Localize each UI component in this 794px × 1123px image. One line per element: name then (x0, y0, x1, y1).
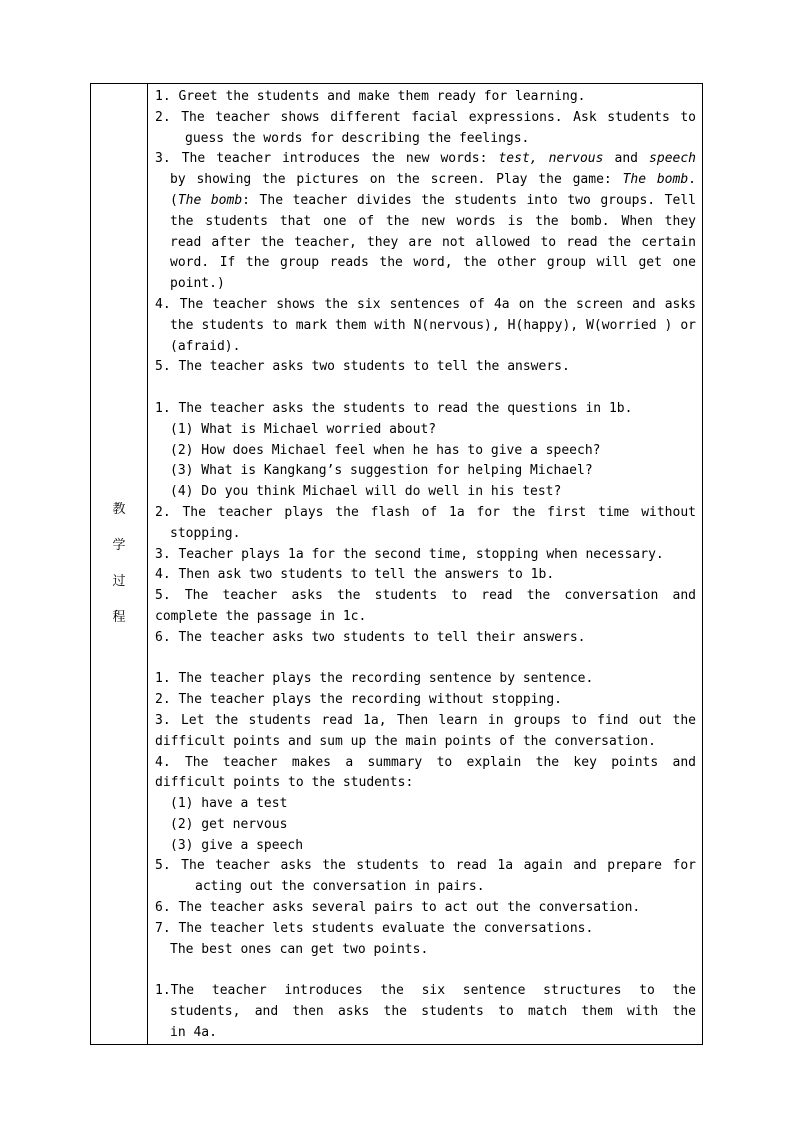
text-line: 3. The teacher introduces the new words: test, nervous and speech (155, 151, 696, 167)
text-line: (The bomb: The teacher divides the students into two groups. Tell (170, 192, 696, 208)
text-line: by showing the pictures on the screen. Play the game: The bomb. (170, 172, 696, 188)
text-line: (1) have a test (170, 796, 288, 812)
text-line: read after the teacher, they are not allowed to read the certain (170, 234, 696, 250)
teaching-process-label-cell (91, 84, 148, 1045)
text-line: (3) give a speech (170, 837, 304, 853)
text-line: 5. The teacher asks the students to read the conversation and (155, 588, 696, 604)
text-line: 4. The teacher shows the six sentences of 4a on the screen and asks (155, 296, 696, 312)
text-line: students, and then asks the students to match them with the (170, 1004, 696, 1020)
label-char-3: 过 (112, 574, 126, 590)
text-line: complete the passage in 1c. (155, 608, 367, 624)
text-line: The best ones can get two points. (170, 941, 429, 957)
text-line: (2) get nervous (170, 816, 288, 832)
label-char-1: 教 (112, 502, 126, 518)
text-line: 1. The teacher plays the recording sentence by sentence. (155, 671, 594, 687)
text-line: point.) (170, 276, 225, 292)
blank-line (155, 649, 696, 670)
text-line: guess the words for describing the feelings. (185, 130, 530, 146)
text-line: 6. The teacher asks two students to tell their answers. (155, 629, 586, 645)
text-line: acting out the conversation in pairs. (195, 879, 485, 895)
text-line: 4. Then ask two students to tell the answers to 1b. (155, 567, 555, 583)
text-line: (2) How does Michael feel when he has to give a speech? (170, 442, 601, 458)
text-line: 5. The teacher asks two students to tell the answers. (155, 359, 570, 375)
text-line: (4) Do you think Michael will do well in his test? (170, 484, 562, 500)
text-line: word. If the group reads the word, the other group will get one (170, 255, 696, 271)
text-line: 2. The teacher shows different facial expressions. Ask students to (155, 109, 696, 125)
text-line: 1. The teacher asks the students to read the questions in 1b. (155, 400, 633, 416)
teaching-process-row (91, 84, 703, 1045)
text-line: 1.The teacher introduces the six sentence structures to the (155, 983, 696, 999)
text-line: in 4a. (170, 1024, 217, 1040)
text-line: stopping. (170, 525, 241, 541)
blank-line (155, 378, 696, 399)
text-line: difficult points to the students: (155, 775, 414, 791)
text-line: the students that one of the new words is the bomb. When they (170, 213, 696, 229)
text-line: (afraid). (170, 338, 241, 354)
text-line: 5. The teacher asks the students to read 1a again and prepare for (155, 858, 696, 874)
procedure-text (155, 87, 696, 1044)
teaching-process-content-cell (148, 84, 703, 1045)
text-line: difficult points and sum up the main points of the conversation. (155, 733, 656, 749)
text-line: 7. The teacher lets students evaluate the conversations. (155, 920, 594, 936)
label-char-4: 程 (112, 610, 126, 626)
text-line: 3. Let the students read 1a, Then learn in groups to find out the (155, 712, 696, 728)
text-line: (3) What is Kangkang’s suggestion for helping Michael? (170, 463, 593, 479)
text-line: 2. The teacher plays the recording without stopping. (155, 692, 562, 708)
text-line: 2. The teacher plays the flash of 1a for the first time without (155, 504, 696, 520)
label-char-2: 学 (112, 538, 126, 554)
lesson-table (90, 83, 703, 1045)
text-line: 6. The teacher asks several pairs to act out the conversation. (155, 900, 641, 916)
text-line: 3. Teacher plays 1a for the second time, stopping when necessary. (155, 546, 664, 562)
blank-line (155, 960, 696, 981)
text-line: the students to mark them with N(nervous), H(happy), W(worried ) or (170, 317, 696, 333)
text-line: 1. Greet the students and make them ready for learning. (155, 89, 586, 104)
text-line: (1) What is Michael worried about? (170, 421, 437, 437)
text-line: 4. The teacher makes a summary to explain the key points and (155, 754, 696, 770)
